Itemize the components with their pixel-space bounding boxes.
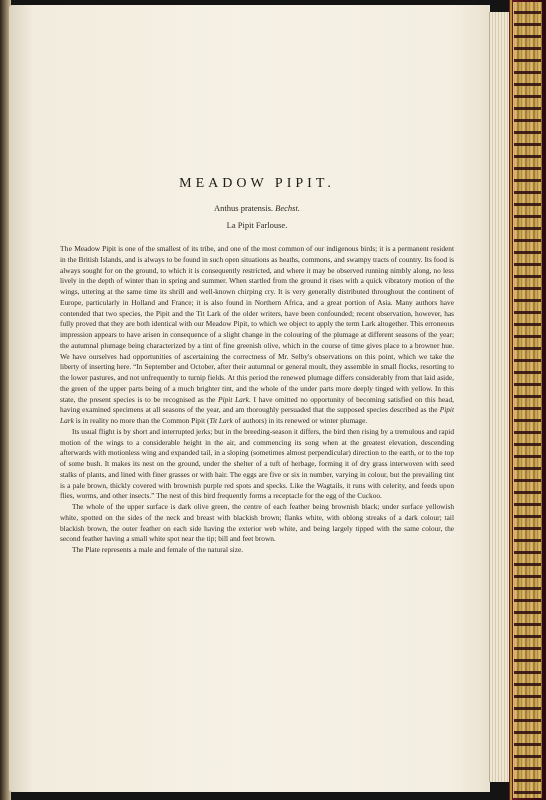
text-run: . I have omitted no opportunity of becoming satisfied on this head, having examined specimens at all seasons of the year, and am thoroughly persuaded that the supposed species described as the	[60, 394, 455, 415]
french-name: La Pipit Farlouse.	[226, 220, 288, 230]
italic-term: Pipit Lark	[60, 405, 454, 425]
body-paragraph	[60, 502, 454, 545]
latin-authority: Bechst.	[275, 203, 300, 213]
text-run: is in reality no more than the Common Pipit (	[73, 416, 210, 425]
article-title: MEADOW PIPIT.	[179, 176, 335, 191]
italic-term: Tit Lark	[209, 416, 233, 425]
gilt-ornament-border	[513, 2, 542, 798]
body-paragraph	[60, 545, 454, 556]
text-run: The whole of the upper surface is dark olive green, the centre of each feather being brownish black; under surface yellowish white, spotted on the sides of the neck and breast with blackish brown; flanks white, with oblong streaks of a dark colour; tail blackish brown, the outer feather on each side having the exterior web white, and being largely tipped with the same colour, the second feather having a small white spot near the tip; bill and feet brown.	[60, 502, 454, 544]
italic-term: Pipit Lark	[218, 394, 249, 404]
text-run: Its usual flight is by short and interrupted jerks; but in the breeding-season it differs, the bird then rising by a tremulous and rapid motion of the wings to a considerable height in the air, and commencing its song when at the greatest elevation, descending afterwards with motionless wing and expanded tail, in a sloping (sometimes almost perpendicular) direction to the earth, or to the top of some bush. It makes its nest on the ground, under the shelter of a tuft of herbage, forming it of dry grass interwoven with seed stalks of plants, and lined with finer grasses or with hair. The eggs are five or six in number, varying in colour, but the prevailing tint is a pale brown, thickly covered with brownish purple red spots and specks. Like the Wagtails, it runs with celerity, and feeds upon flies, worms, and other insects.” The nest of this bird frequently forms a receptacle for the egg of the Cuckoo.	[60, 426, 454, 501]
body-paragraph	[60, 427, 454, 502]
article	[60, 176, 454, 556]
text-run: of authors) in its renewed or winter plumage.	[232, 416, 368, 425]
latin-name: Anthus pratensis.	[214, 203, 274, 213]
article-body	[60, 244, 454, 556]
body-paragraph	[60, 244, 454, 427]
paragraph-lead-word: The	[60, 244, 73, 253]
text-run: The Plate represents a male and female of the natural size.	[72, 545, 244, 554]
text-run: Meadow Pipit is one of the smallest of its tribe, and one of the most common of our indigenous birds; it is a permanent resident in the British Islands, and is always to be found in such open situations as heaths, commons, and swampy tracts of country. Its food is always sought for on the ground, to which it is consequently restricted, and where it may be observed running nimbly along, no less lively in the depth of winter than in spring and summer. When startled from the ground it rises with a quick vibratory motion of the wings, uttering at the same time its shrill and well-known chirping cry. It is very generally distributed throughout the continent of Europe, particularly in Holland and France; it is also found in Northern Africa, and a great portion of Asia. Many authors have contended that two species, the Pipit and the Tit Lark of the older writers, have been confounded; recent observation, however, has fully proved that they are both identical with our Meadow Pipit, to which we object to apply the term Lark altogether. This erroneous impression appears to have arisen in consequence of a slight change in the colouring of the plumage at different seasons of the year; the autumnal plumage being characterized by a tint of fine greenish olive, which in the course of time gives place to a browner hue. We have ourselves had opportunities of ascertaining the correctness of Mr. Selby's observations on this point, which we take the liberty of inserting here. “In September and October, after their autumnal or general moult, they assemble in small flocks, resorting to the lower pastures, and not unfrequently to turnip fields. At this period the renewed plumage differs considerably from that laid aside, the green of the upper parts being of a much brighter tint, and the whole of the under parts more deeply tinged with yellow. In this state, the present species is to be recognised as the	[60, 244, 454, 404]
latin-name-line	[60, 203, 454, 213]
gilt-rule	[510, 0, 512, 800]
